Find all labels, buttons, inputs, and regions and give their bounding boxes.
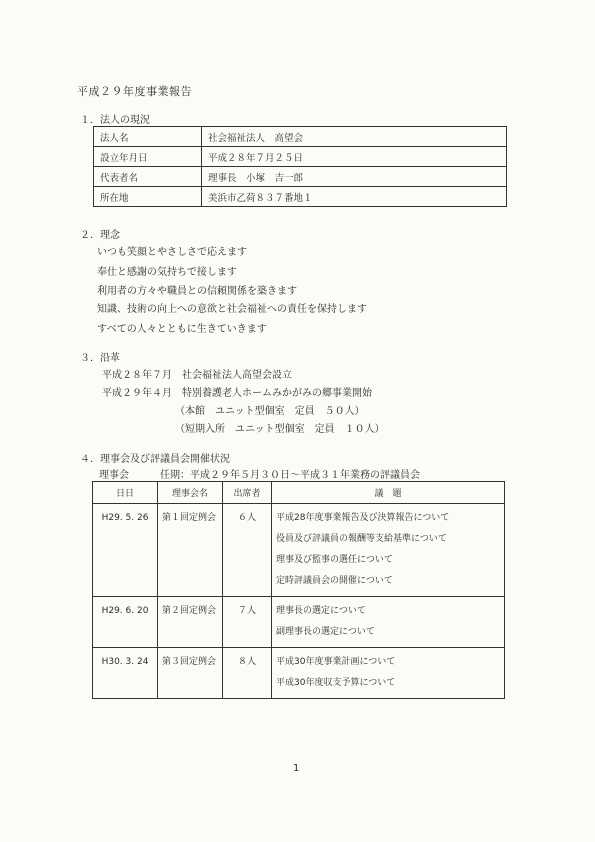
corp-value: 平成２８年７月２５日	[202, 147, 507, 167]
history-line: 平成２８年７月 社会福祉法人高望会設立	[102, 370, 292, 381]
meetings-table	[92, 481, 505, 699]
principle-line: 知識、技術の向上への意欲と社会福祉への責任を保持します	[97, 304, 367, 315]
meeting-date: H29. 6. 20	[93, 597, 158, 648]
section-1-heading: １．法人の現況	[80, 115, 150, 126]
topic-item: 役員及び評議員の報酬等支給基準について	[276, 534, 447, 544]
table-row	[94, 127, 507, 147]
table-row	[93, 597, 505, 648]
principle-line: 利用者の方々や職員との信頼関係を築きます	[97, 286, 297, 297]
corp-value: 美浜市乙荷８３７番地１	[202, 187, 507, 207]
term-text: 任期：平成２９年５月３０日～平成３１年業務の評議員会	[160, 470, 420, 481]
meeting-topics	[272, 597, 505, 648]
table-header-row	[93, 482, 505, 504]
corp-value: 理事長 小塚 吉一郎	[202, 167, 507, 187]
topic-item: 平成28年度事業報告及び決算報告について	[276, 513, 450, 523]
header-date: 日日	[93, 482, 158, 504]
meeting-name: 第３回定例会	[158, 648, 223, 699]
principle-line: 奉仕と感謝の気持ちで接します	[97, 267, 237, 278]
corp-label: 法人名	[94, 127, 202, 147]
meeting-topics	[272, 504, 505, 597]
history-line: （短期入所 ユニット型個室 定員 １０人）	[175, 424, 385, 435]
principle-line: すべての人々とともに生きていきます	[97, 324, 267, 335]
corp-value: 社会福祉法人 高望会	[202, 127, 507, 147]
section-3-heading: ３．沿革	[80, 353, 120, 364]
header-attendance: 出席者	[223, 482, 272, 504]
history-line: 平成２９年４月 特別養護老人ホームみかがみの郷事業開始	[102, 388, 372, 399]
table-row	[94, 147, 507, 167]
topic-item: 定時評議員会の開催について	[276, 576, 393, 586]
section-4-heading: ４．理事会及び評議員会開催状況	[80, 454, 230, 465]
header-name: 理事会名	[158, 482, 223, 504]
meeting-attendance: ６人	[223, 504, 272, 597]
corp-label: 設立年月日	[94, 147, 202, 167]
table-row	[94, 187, 507, 207]
corp-label: 所在地	[94, 187, 202, 207]
section-2-heading: ２．理念	[80, 230, 120, 241]
history-line: （本館 ユニット型個室 定員 ５０人）	[175, 406, 365, 417]
topic-item: 平成30年度収支予算について	[276, 678, 396, 688]
corp-label: 代表者名	[94, 167, 202, 187]
meeting-name: 第１回定例会	[158, 504, 223, 597]
page-number: 1	[293, 763, 300, 774]
meeting-topics	[272, 648, 505, 699]
meeting-attendance: ７人	[223, 597, 272, 648]
meeting-attendance: ８人	[223, 648, 272, 699]
topic-item: 理事及び監事の選任について	[276, 555, 393, 565]
table-row	[93, 648, 505, 699]
corporation-table	[93, 126, 507, 207]
header-topics: 議 題	[272, 482, 505, 504]
table-row	[94, 167, 507, 187]
board-label: 理事会	[99, 470, 129, 481]
principle-line: いつも笑顔とやさしさで応えます	[97, 247, 247, 258]
topic-item: 理事長の選定について	[276, 606, 366, 616]
document-title: 平成２９年度事業報告	[77, 85, 192, 98]
meeting-name: 第２回定例会	[158, 597, 223, 648]
meeting-date: H30. 3. 24	[93, 648, 158, 699]
table-row	[93, 504, 505, 597]
meeting-date: H29. 5. 26	[93, 504, 158, 597]
topic-item: 副理事長の選定について	[276, 627, 375, 637]
topic-item: 平成30年度事業計画について	[276, 657, 396, 667]
